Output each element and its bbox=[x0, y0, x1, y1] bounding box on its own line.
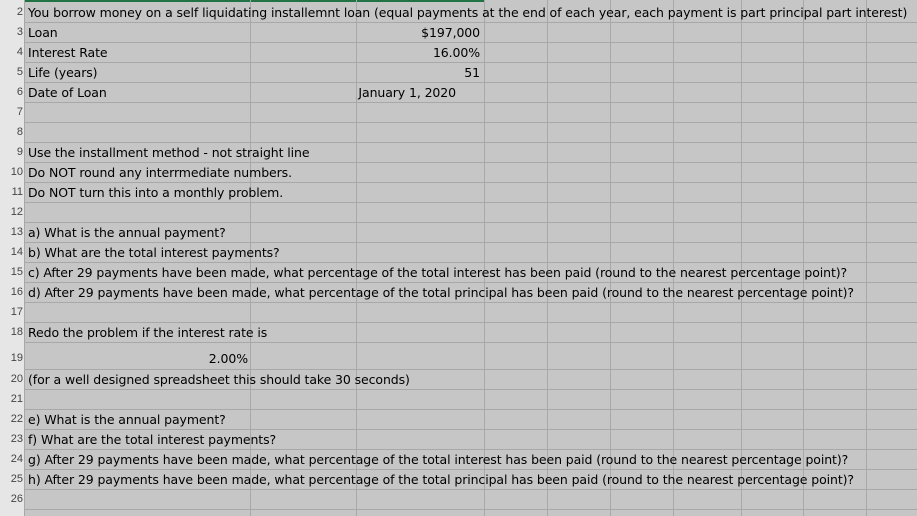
cell-a[interactable]: d) After 29 payments have been made, what percentage of the total principal has been paid (round to the nearest percentage point)? bbox=[28, 285, 854, 300]
sheet-row[interactable] bbox=[0, 262, 917, 282]
sheet-row[interactable] bbox=[0, 282, 917, 302]
sheet-row[interactable] bbox=[0, 409, 917, 429]
row-number: 8 bbox=[16, 126, 23, 138]
row-number: 5 bbox=[16, 66, 23, 78]
sheet-row[interactable] bbox=[0, 389, 917, 409]
row-number: 22 bbox=[10, 413, 23, 425]
row-number: 15 bbox=[10, 266, 23, 278]
cell-a[interactable]: g) After 29 payments have been made, what percentage of the total interest has been paid (round to the nearest percentage point)? bbox=[28, 452, 849, 467]
sheet-row[interactable] bbox=[0, 489, 917, 509]
cell-value[interactable]: 16.00% bbox=[432, 45, 480, 60]
cell-a[interactable]: You borrow money on a self liquidating installemnt loan (equal payments at the end of each year, each payment is part principal part interest) bbox=[28, 5, 908, 20]
row-number: 11 bbox=[11, 186, 23, 198]
row-number: 23 bbox=[10, 433, 23, 445]
cell-a[interactable]: Date of Loan bbox=[28, 85, 107, 100]
sheet-row[interactable] bbox=[0, 369, 917, 389]
sheet-row[interactable] bbox=[0, 182, 917, 202]
cell-a[interactable]: e) What is the annual payment? bbox=[28, 412, 226, 427]
sheet-row[interactable] bbox=[0, 22, 917, 42]
sheet-row[interactable] bbox=[0, 162, 917, 182]
row-number: 9 bbox=[16, 146, 23, 158]
row-divider bbox=[24, 509, 917, 510]
sheet-row[interactable] bbox=[0, 2, 917, 22]
sheet-row[interactable] bbox=[0, 302, 917, 322]
cell-a[interactable]: Do NOT turn this into a monthly problem. bbox=[28, 185, 284, 200]
cell-a[interactable]: Interest Rate bbox=[28, 45, 108, 60]
cell-a[interactable]: c) After 29 payments have been made, what percentage of the total interest has been paid (round to the nearest percentage point)? bbox=[28, 265, 848, 280]
cell-value[interactable]: 2.00% bbox=[208, 351, 248, 366]
sheet-row[interactable] bbox=[0, 222, 917, 242]
cell-a[interactable]: Redo the problem if the interest rate is bbox=[28, 325, 268, 340]
row-number: 25 bbox=[10, 473, 23, 485]
cell-value[interactable]: 51 bbox=[464, 65, 480, 80]
row-number: 24 bbox=[10, 453, 23, 465]
cell-a[interactable]: b) What are the total interest payments? bbox=[28, 245, 280, 260]
row-number: 12 bbox=[10, 206, 23, 218]
sheet-row[interactable] bbox=[0, 469, 917, 489]
cell-a[interactable]: Use the installment method - not straight line bbox=[28, 145, 310, 160]
row-number: 21 bbox=[10, 393, 23, 405]
sheet-row[interactable] bbox=[0, 42, 917, 62]
sheet-row[interactable] bbox=[0, 82, 917, 102]
sheet-row[interactable] bbox=[0, 242, 917, 262]
row-number: 17 bbox=[10, 306, 23, 318]
row-number: 20 bbox=[10, 373, 23, 385]
sheet-row[interactable] bbox=[0, 142, 917, 162]
sheet-row[interactable] bbox=[0, 102, 917, 122]
row-number: 26 bbox=[10, 493, 23, 505]
row-number: 2 bbox=[16, 6, 23, 18]
cell-value[interactable]: January 1, 2020 bbox=[358, 85, 456, 100]
row-number: 14 bbox=[10, 246, 23, 258]
row-number: 16 bbox=[10, 286, 23, 298]
cell-a[interactable]: Life (years) bbox=[28, 65, 98, 80]
row-number: 3 bbox=[16, 26, 23, 38]
row-number: 6 bbox=[16, 86, 23, 98]
row-number: 13 bbox=[10, 226, 23, 238]
sheet-row[interactable] bbox=[0, 429, 917, 449]
sheet-row[interactable] bbox=[0, 122, 917, 142]
cell-a[interactable]: f) What are the total interest payments? bbox=[28, 432, 277, 447]
cell-a[interactable]: a) What is the annual payment? bbox=[28, 225, 226, 240]
cell-a[interactable]: (for a well designed spreadsheet this should take 30 seconds) bbox=[28, 372, 410, 387]
row-number: 10 bbox=[10, 166, 23, 178]
sheet-row[interactable] bbox=[0, 62, 917, 82]
row-number: 7 bbox=[16, 106, 23, 118]
row-number: 18 bbox=[10, 326, 23, 338]
sheet-row[interactable] bbox=[0, 449, 917, 469]
cell-a[interactable]: h) After 29 payments have been made, what percentage of the total principal has been paid (round to the nearest percentage point)? bbox=[28, 472, 854, 487]
sheet-row[interactable] bbox=[0, 202, 917, 222]
row-number: 4 bbox=[16, 46, 23, 58]
sheet-row[interactable] bbox=[0, 322, 917, 342]
cell-value[interactable]: $197,000 bbox=[421, 25, 480, 40]
cell-a[interactable]: Loan bbox=[28, 25, 58, 40]
row-number: 19 bbox=[10, 352, 23, 364]
sheet-row[interactable] bbox=[0, 342, 917, 369]
cell-a[interactable]: Do NOT round any interrmediate numbers. bbox=[28, 165, 292, 180]
